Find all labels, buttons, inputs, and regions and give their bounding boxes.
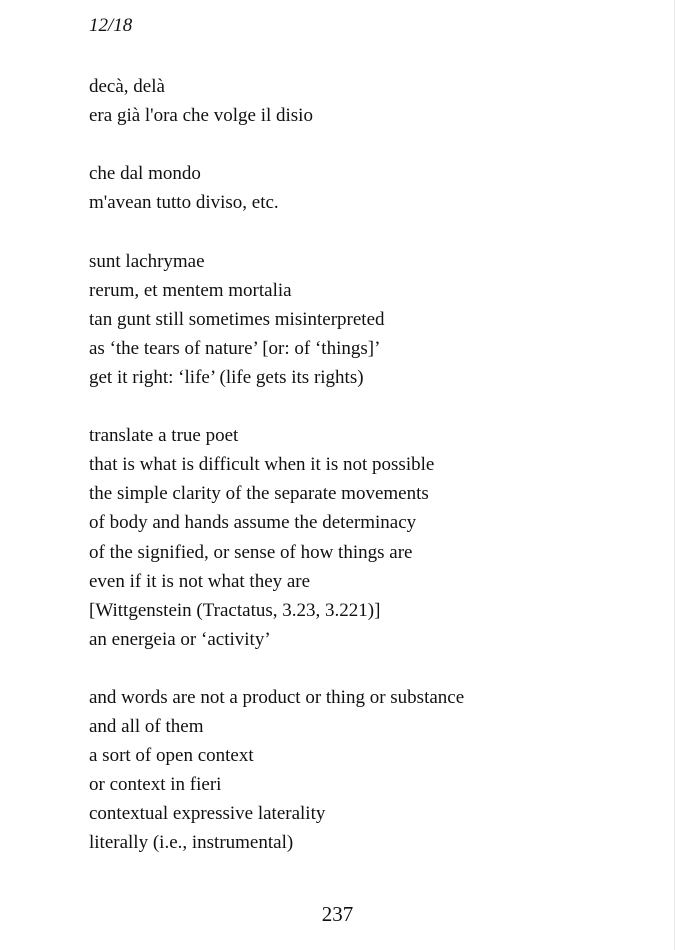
poem-line: that is what is difficult when it is not possible xyxy=(89,454,435,476)
poem-line: sunt lachrymae xyxy=(89,250,205,272)
poem-line: era già l'ora che volge il disio xyxy=(89,105,313,127)
poem-line: even if it is not what they are xyxy=(89,570,311,592)
poem-line: che dal mondo xyxy=(89,163,201,185)
poem-line: and all of them xyxy=(89,716,204,738)
poem-line: of body and hands assume the determinacy xyxy=(89,512,417,534)
entry-date: 12/18 xyxy=(89,15,133,36)
stanza-5 xyxy=(89,683,649,858)
poem-line: rerum, et mentem mortalia xyxy=(89,279,292,301)
poem-line: [Wittgenstein (Tractatus, 3.23, 3.221)] xyxy=(89,599,381,621)
poem-line: of the signified, or sense of how things are xyxy=(89,541,413,563)
poem-line: get it right: ‘life’ (life gets its rights) xyxy=(89,366,364,388)
poem-line: and words are not a product or thing or substance xyxy=(89,686,465,708)
poem-body xyxy=(89,72,649,858)
poem-line: or context in fieri xyxy=(89,774,222,796)
poem-line: as ‘the tears of nature’ [or: of ‘things]’ xyxy=(89,337,381,359)
stanza-2 xyxy=(89,159,649,217)
poem-line: decà, delà xyxy=(89,76,165,97)
poem-line: m'avean tutto diviso, etc. xyxy=(89,192,279,214)
poem-line: contextual expressive laterality xyxy=(89,803,326,825)
poem-line: an energeia or ‘activity’ xyxy=(89,628,271,650)
stanza-4 xyxy=(89,421,649,654)
poem-line: the simple clarity of the separate movements xyxy=(89,483,429,505)
poem-line: tan gunt still sometimes misinterpreted xyxy=(89,308,385,330)
poem-line: literally (i.e., instrumental) xyxy=(89,832,294,854)
poem-line: a sort of open context xyxy=(89,745,254,767)
page-number: 237 xyxy=(321,902,354,926)
poem-line: translate a true poet xyxy=(89,425,239,447)
stanza-1 xyxy=(89,72,649,130)
stanza-3 xyxy=(89,247,649,392)
